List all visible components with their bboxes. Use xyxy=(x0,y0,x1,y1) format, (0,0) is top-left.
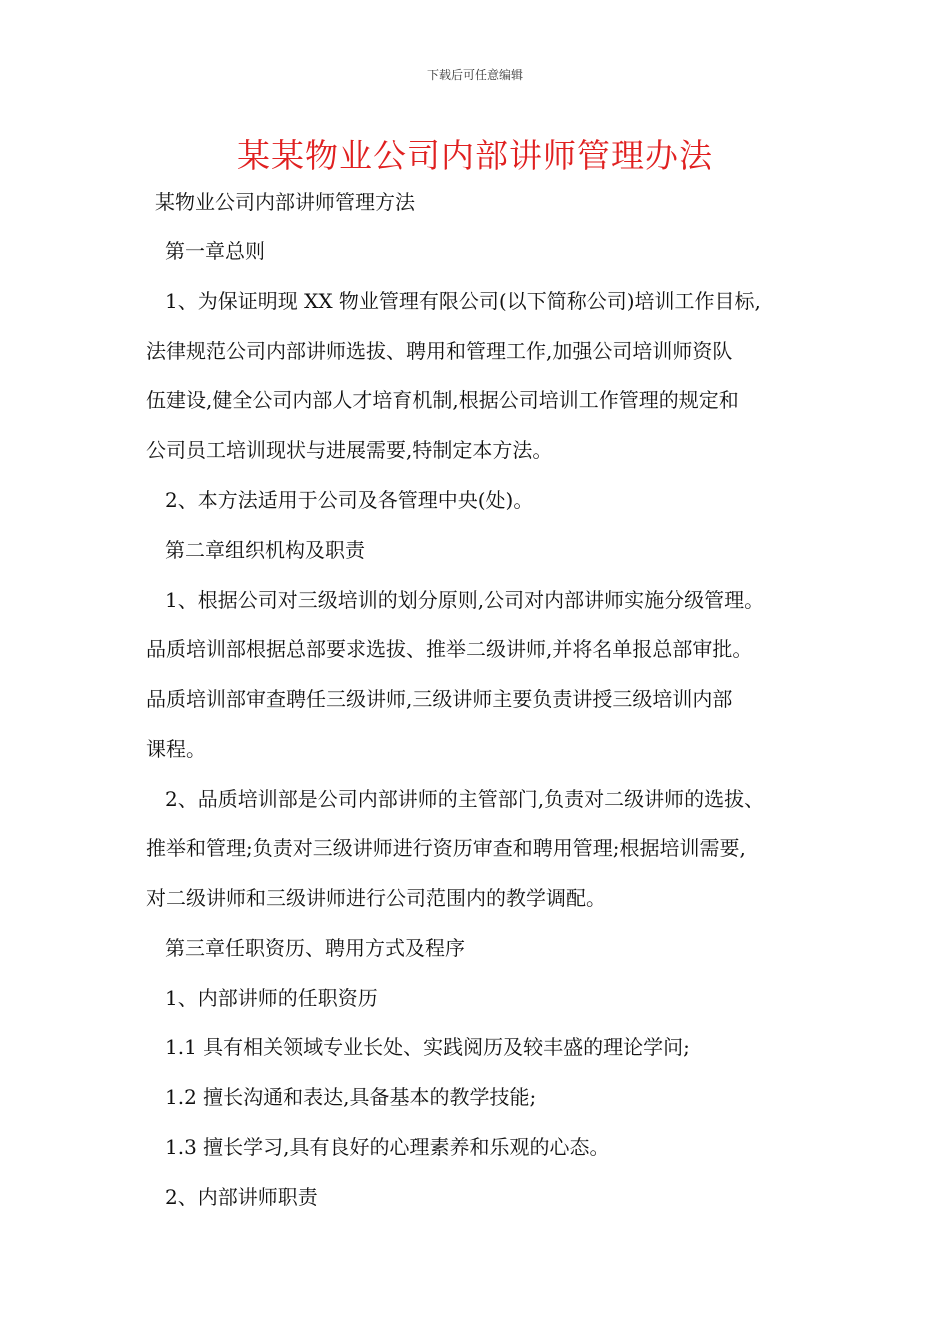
chapter-heading-2: 第二章组织机构及职责 xyxy=(165,538,365,562)
paragraph-line: 1.1 具有相关领域专业长处、实践阅历及较丰盛的理论学问; xyxy=(165,1035,690,1059)
paragraph-line: 品质培训部审查聘任三级讲师,三级讲师主要负责讲授三级培训内部 xyxy=(146,687,733,711)
paragraph-line: 推举和管理;负责对三级讲师进行资历审查和聘用管理;根据培训需要, xyxy=(146,836,746,860)
paragraph-line: 课程。 xyxy=(146,737,206,761)
paragraph-line: 公司员工培训现状与进展需要,特制定本方法。 xyxy=(146,438,553,462)
paragraph-line: 1、内部讲师的任职资历 xyxy=(165,986,378,1010)
paragraph-line: 1.3 擅长学习,具有良好的心理素养和乐观的心态。 xyxy=(165,1135,610,1159)
chapter-heading-1: 第一章总则 xyxy=(165,239,265,263)
document-title: 某某物业公司内部讲师管理办法 xyxy=(237,136,713,175)
paragraph-line: 伍建设,健全公司内部人才培育机制,根据公司培训工作管理的规定和 xyxy=(146,388,739,412)
chapter-heading-3: 第三章任职资历、聘用方式及程序 xyxy=(165,936,465,960)
paragraph-line: 2、内部讲师职责 xyxy=(165,1185,318,1209)
paragraph-line: 对二级讲师和三级讲师进行公司范围内的教学调配。 xyxy=(146,886,606,910)
document-subtitle: 某物业公司内部讲师管理方法 xyxy=(155,190,415,214)
paragraph-line: 1、为保证明现 XX 物业管理有限公司(以下简称公司)培训工作目标, xyxy=(165,289,761,313)
page-header-note: 下载后可任意编辑 xyxy=(426,68,523,82)
paragraph-line: 1.2 擅长沟通和表达,具备基本的教学技能; xyxy=(165,1085,537,1109)
paragraph-line: 法律规范公司内部讲师选拔、聘用和管理工作,加强公司培训师资队 xyxy=(146,339,733,363)
paragraph-line: 1、根据公司对三级培训的划分原则,公司对内部讲师实施分级管理。 xyxy=(165,588,765,612)
paragraph-line: 品质培训部根据总部要求选拔、推举二级讲师,并将名单报总部审批。 xyxy=(146,637,753,661)
paragraph-line: 2、品质培训部是公司内部讲师的主管部门,负责对二级讲师的选拔、 xyxy=(165,787,765,811)
paragraph-line: 2、本方法适用于公司及各管理中央(处)。 xyxy=(165,488,534,512)
